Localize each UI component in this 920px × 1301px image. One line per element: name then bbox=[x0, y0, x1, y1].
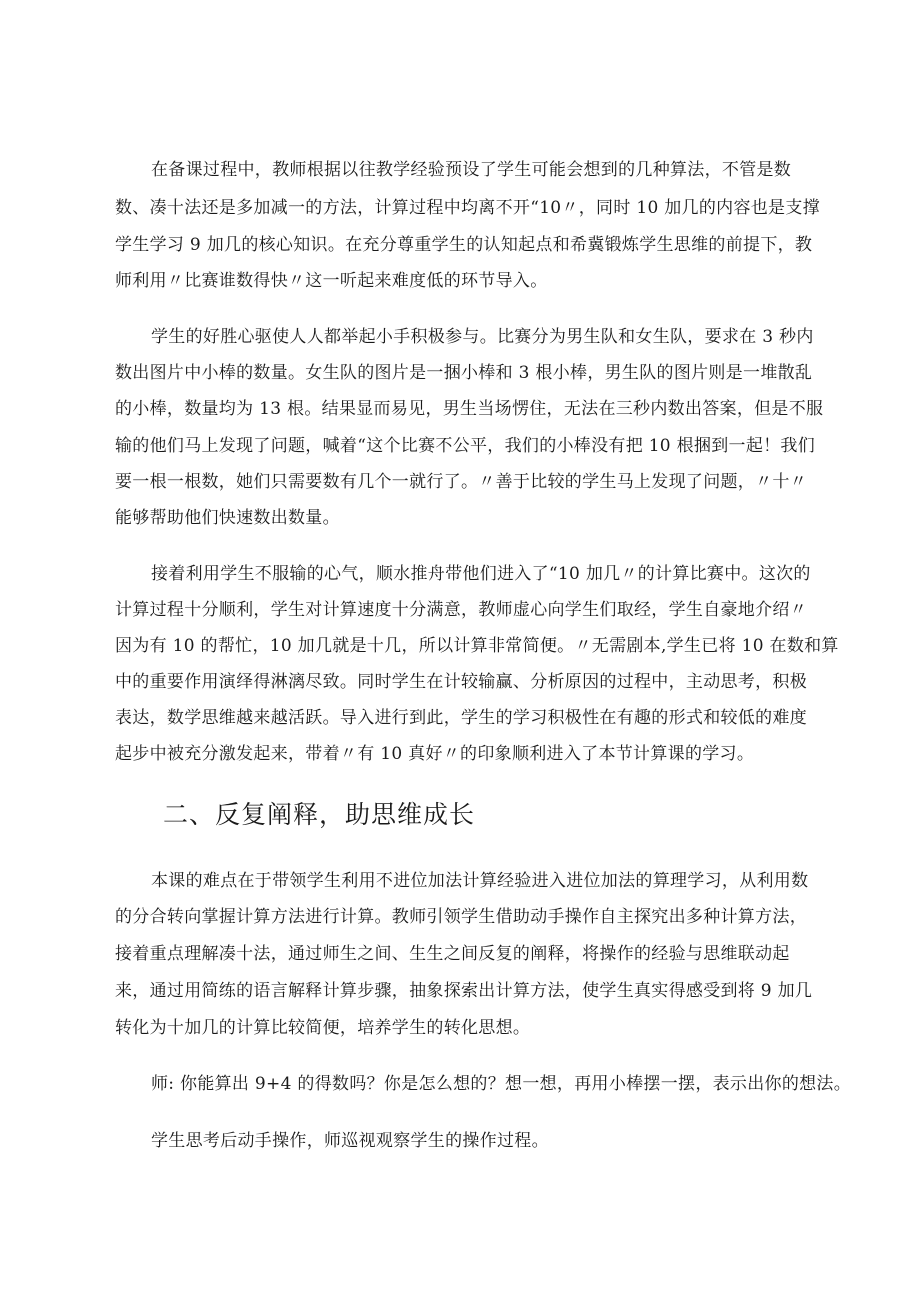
text-line: 因为有 10 的帮忙，10 加几就是十几，所以计算非常简便。〃无需剧本,学生已将 10 在数和算 bbox=[115, 636, 839, 656]
text-line: 的小棒，数量均为 13 根。结果显而易见，男生当场愣住，无法在三秒内数出答案，但是不服 bbox=[115, 399, 824, 419]
text-line: 转化为十加几的计算比较简便，培养学生的转化思想。 bbox=[115, 1018, 531, 1038]
text-line: 师: 你能算出 9+4 的得数吗？你是怎么想的？想一想，再用小棒摆一摆，表示出你的想法。 bbox=[151, 1074, 852, 1094]
section-heading: 二、反复阐释，助思维成长 bbox=[163, 800, 476, 829]
text-line: 接着利用学生不服输的心气，顺水推舟带他们进入了“10 加几〃的计算比赛中。这次的 bbox=[151, 564, 811, 584]
text-line: 输的他们马上发现了问题，喊着“这个比赛不公平，我们的小棒没有把 10 根捆到一起！我们 bbox=[115, 436, 816, 456]
text-line: 在备课过程中，教师根据以往教学经验预设了学生可能会想到的几种算法，不管是数 bbox=[151, 160, 792, 180]
text-line: 来，通过用简练的语言解释计算步骤，抽象探索出计算方法，使学生真实得感受到将 9 加几 bbox=[115, 981, 813, 1001]
text-line: 能够帮助他们快速数出数量。 bbox=[115, 508, 340, 528]
text-line: 的分合转向掌握计算方法进行计算。教师引领学生借助动手操作自主探究出多种计算方法， bbox=[115, 907, 807, 927]
text-line: 数、凑十法还是多加减一的方法，计算过程中均离不开“10〃，同时 10 加几的内容也是支撑 bbox=[115, 198, 820, 218]
text-line: 师利用〃比赛谁数得快〃这一听起来难度低的环节导入。 bbox=[115, 271, 548, 291]
text-line: 表达，数学思维越来越活跃。导入进行到此，学生的学习积极性在有趣的形式和较低的难度 bbox=[115, 708, 807, 728]
text-line: 起步中被充分激发起来，带着〃有 10 真好〃的印象顺利进入了本节计算课的学习。 bbox=[115, 744, 755, 764]
text-line: 本课的难点在于带领学生利用不进位加法计算经验进入进位加法的算理学习，从利用数 bbox=[151, 871, 809, 891]
text-line: 数出图片中小棒的数量。女生队的图片是一捆小棒和 3 根小棒，男生队的图片则是一堆散乱 bbox=[115, 363, 813, 383]
text-line: 学生思考后动手操作，师巡视观察学生的操作过程。 bbox=[151, 1131, 549, 1151]
text-line: 要一根一根数，她们只需要数有几个一就行了。〃善于比较的学生马上发现了问题，〃十〃 bbox=[115, 472, 807, 492]
text-line: 接着重点理解凑十法，通过师生之间、生生之间反复的阐释，将操作的经验与思维联动起 bbox=[115, 944, 790, 964]
text-line: 学生学习 9 加几的核心知识。在充分尊重学生的认知起点和希冀锻炼学生思维的前提下，教 bbox=[115, 235, 813, 255]
text-line: 中的重要作用演绎得淋漓尽致。同时学生在计较输赢、分析原因的过程中，主动思考，积极 bbox=[115, 672, 807, 692]
text-line: 计算过程十分顺利，学生对计算速度十分满意，教师虚心向学生们取经，学生自豪地介绍〃 bbox=[115, 600, 807, 620]
text-line: 学生的好胜心驱使人人都举起小手积极参与。比赛分为男生队和女生队，要求在 3 秒内 bbox=[151, 327, 814, 347]
